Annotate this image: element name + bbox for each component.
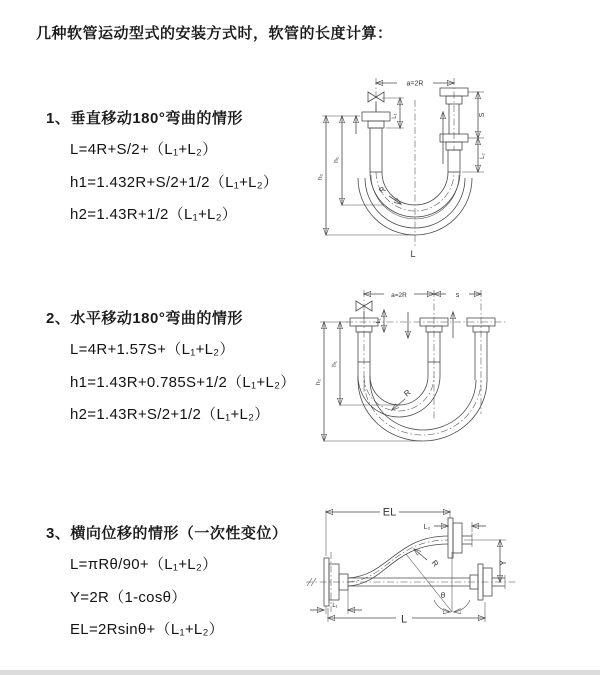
d2-hose-arcs xyxy=(358,362,487,441)
dim-label-l1: L₁ xyxy=(332,603,338,609)
diagram-horizontal-180 xyxy=(312,284,587,451)
dim-label-a2r: a=2R xyxy=(406,80,424,88)
d3-dim-el xyxy=(326,507,450,557)
d1-dim-h xyxy=(317,116,415,235)
d2-dim-h xyxy=(315,322,422,441)
dim-label-l1: L₁ xyxy=(392,113,398,119)
dim-label-l1: L₁ xyxy=(376,318,382,324)
dim-label-h2: h₂ xyxy=(317,173,324,181)
d3-dim-l1 xyxy=(310,590,362,614)
section-3-heading: 3、横向位移的情形（一次性变位） xyxy=(46,525,288,542)
dim-label-el: EL xyxy=(382,506,397,519)
d1-dim-l1 xyxy=(382,98,404,128)
d3-radius xyxy=(414,549,440,569)
section-2-heading: 2、水平移动180°弯曲的情形 xyxy=(46,310,243,327)
d2-fittings xyxy=(350,318,495,380)
formula-s3-EL: EL=2Rsinθ+（L₁+L₂） xyxy=(70,621,224,638)
dim-label-h1: h₁ xyxy=(331,361,338,367)
dim-label-h2: h₂ xyxy=(315,378,322,386)
dim-label-s: s xyxy=(455,291,460,299)
dim-label-l: L xyxy=(400,613,408,626)
formula-s3-L: L=πRθ/90+（L₁+L₂） xyxy=(70,556,218,573)
dim-label-r: R xyxy=(377,184,388,196)
dim-label-s: S xyxy=(479,112,486,118)
d1-centerlines xyxy=(376,78,454,248)
section-3 xyxy=(46,522,287,653)
d3-dim-l2 xyxy=(424,522,486,532)
diagram-lateral-displacement xyxy=(300,502,595,657)
dim-label-a2r: a=2R xyxy=(391,291,407,299)
d3-top-flange xyxy=(448,518,472,558)
formula-s2-h2: h2=1.43R+S/2+1/2（L₁+L₂） xyxy=(70,406,270,423)
d3-dim-y xyxy=(464,540,508,582)
dim-label-r: R xyxy=(429,558,441,569)
formula-s3-Y: Y=2R（1-cosθ） xyxy=(70,588,187,606)
dim-label-l2: L₂ xyxy=(480,153,486,159)
d1-dim-s-l2 xyxy=(462,92,486,172)
d1-right-fitting xyxy=(440,88,468,172)
formula-s2-h1: h1=1.43R+0.785S+1/2（L₁+L₂） xyxy=(70,373,296,391)
d2-dim-a2r-s xyxy=(364,292,481,299)
d2-dim-l1 xyxy=(376,310,453,338)
dim-label-l2: L₂ xyxy=(423,524,431,531)
formula-s1-h2: h2=1.43R+1/2（L₁+L₂） xyxy=(70,206,238,223)
dim-label-y: Y xyxy=(498,559,508,567)
dim-label-theta: θ xyxy=(440,591,446,600)
d3-dim-l xyxy=(328,602,485,626)
section-1-heading: 1、垂直移动180°弯曲的情形 xyxy=(46,110,243,127)
d1-left-fitting xyxy=(356,112,390,172)
section-1 xyxy=(46,107,278,238)
dim-label-L: L xyxy=(410,249,416,259)
d1-dim-a2r xyxy=(376,81,454,88)
formula-s2-L: L=4R+1.57S+（L₁+L₂） xyxy=(70,341,235,358)
d2-radius xyxy=(392,388,413,410)
page-bottom-edge xyxy=(0,670,600,675)
page-title: 几种软管运动型式的安装方式时，软管的长度计算： xyxy=(36,25,393,42)
dim-label-r: R xyxy=(402,387,413,399)
section-2 xyxy=(46,307,296,438)
dim-label-h1: h₁ xyxy=(333,157,340,163)
diagram-vertical-180 xyxy=(312,72,587,267)
formula-s1-L: L=4R+S/2+（L₁+L₂） xyxy=(70,141,218,158)
formula-s1-h1: h1=1.432R+S/2+1/2（L₁+L₂） xyxy=(70,173,279,191)
